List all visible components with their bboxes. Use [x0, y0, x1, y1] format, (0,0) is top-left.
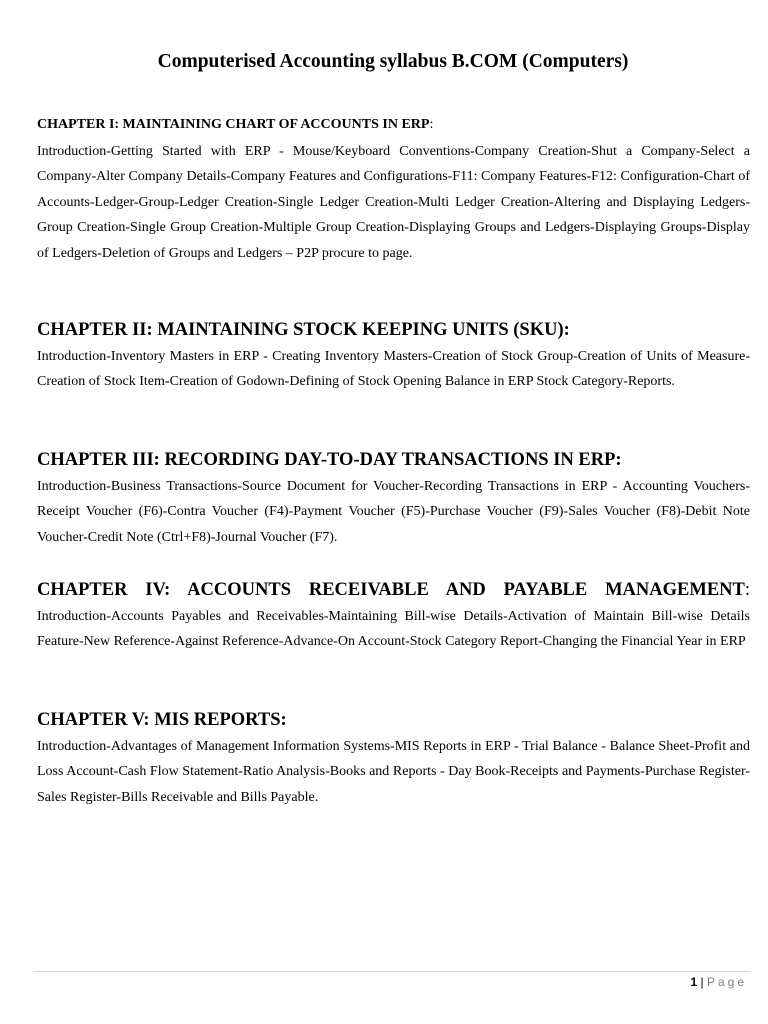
- chapter-1-body: Introduction-Getting Started with ERP - Mouse/Keyboard Conventions-Company Creation-Shut a Company-Select a Company-Alter Company Details-Company Features and Configurations-F11: Company Features-F12: Configuration-Chart of Accounts-Ledger-Group-Ledger Creation-Single Ledger Creation-Multi Ledger Creation-Altering and Displaying Ledgers-Group Creation-Single Group Creation-Multiple Group Creation-Displaying Groups and Ledgers-Displaying Groups-Display of Ledgers-Deletion of Groups and Ledgers – P2P procure to page.: [37, 144, 750, 261]
- chapter-4-body: Introduction-Accounts Payables and Receivables-Maintaining Bill-wise Details-Activation of Maintain Bill-wise Details Feature-New Reference-Against Reference-Advance-On Account-Stock Category Report-Changing the Financial Year in ERP: [37, 609, 750, 650]
- chapter-2: [37, 317, 750, 395]
- chapter-5: [37, 707, 750, 810]
- chapter-1: [37, 114, 750, 266]
- chapter-4: [37, 577, 750, 655]
- chapter-3: [37, 447, 750, 550]
- page-footer: [690, 973, 747, 991]
- chapter-1-heading-text: CHAPTER I: MAINTAINING CHART OF ACCOUNTS IN ERP: [37, 117, 430, 132]
- chapter-3-body: Introduction-Business Transactions-Source Document for Voucher-Recording Transactions in ERP - Accounting Vouchers-Receipt Voucher (F6)-Contra Voucher (F4)-Payment Voucher (F5)-Purchase Voucher (F9)-Sales Voucher (F8)-Debit Note Voucher-Credit Note (Ctrl+F8)-Journal Voucher (F7).: [37, 479, 750, 545]
- chapter-2-heading: [37, 317, 750, 343]
- chapter-1-heading: [37, 114, 750, 136]
- footer-divider: [34, 971, 750, 972]
- page-number: 1: [690, 975, 698, 989]
- chapter-4-heading-suffix: :: [744, 580, 750, 600]
- chapter-4-heading-text: CHAPTER IV: ACCOUNTS RECEIVABLE AND PAYABLE MANAGEMENT: [37, 580, 745, 600]
- document-title: Computerised Accounting syllabus B.COM (Computers): [157, 51, 629, 72]
- chapter-2-body: Introduction-Inventory Masters in ERP - Creating Inventory Masters-Creation of Stock Group-Creation of Units of Measure-Creation of Stock Item-Creation of Godown-Defining of Stock Opening Balance in ERP Stock Category-Reports.: [37, 349, 750, 390]
- chapter-5-heading: [37, 707, 750, 733]
- chapter-2-heading-text: CHAPTER II: MAINTAINING STOCK KEEPING UNITS (SKU):: [37, 320, 570, 340]
- chapter-1-heading-suffix: :: [429, 117, 434, 132]
- chapter-5-body: Introduction-Advantages of Management Information Systems-MIS Reports in ERP - Trial Balance - Balance Sheet-Profit and Loss Account-Cash Flow Statement-Ratio Analysis-Books and Reports - Day Book-Receipts and Payments-Purchase Register-Sales Register-Bills Receivable and Bills Payable.: [37, 739, 750, 805]
- chapter-3-heading-text: CHAPTER III: RECORDING DAY-TO-DAY TRANSACTIONS IN ERP:: [37, 450, 622, 470]
- page-separator: |: [697, 975, 707, 989]
- chapter-5-heading-text: CHAPTER V: MIS REPORTS:: [37, 710, 287, 730]
- chapter-3-heading: [37, 447, 750, 473]
- chapter-4-heading: [37, 577, 750, 603]
- page-label: Page: [706, 975, 747, 989]
